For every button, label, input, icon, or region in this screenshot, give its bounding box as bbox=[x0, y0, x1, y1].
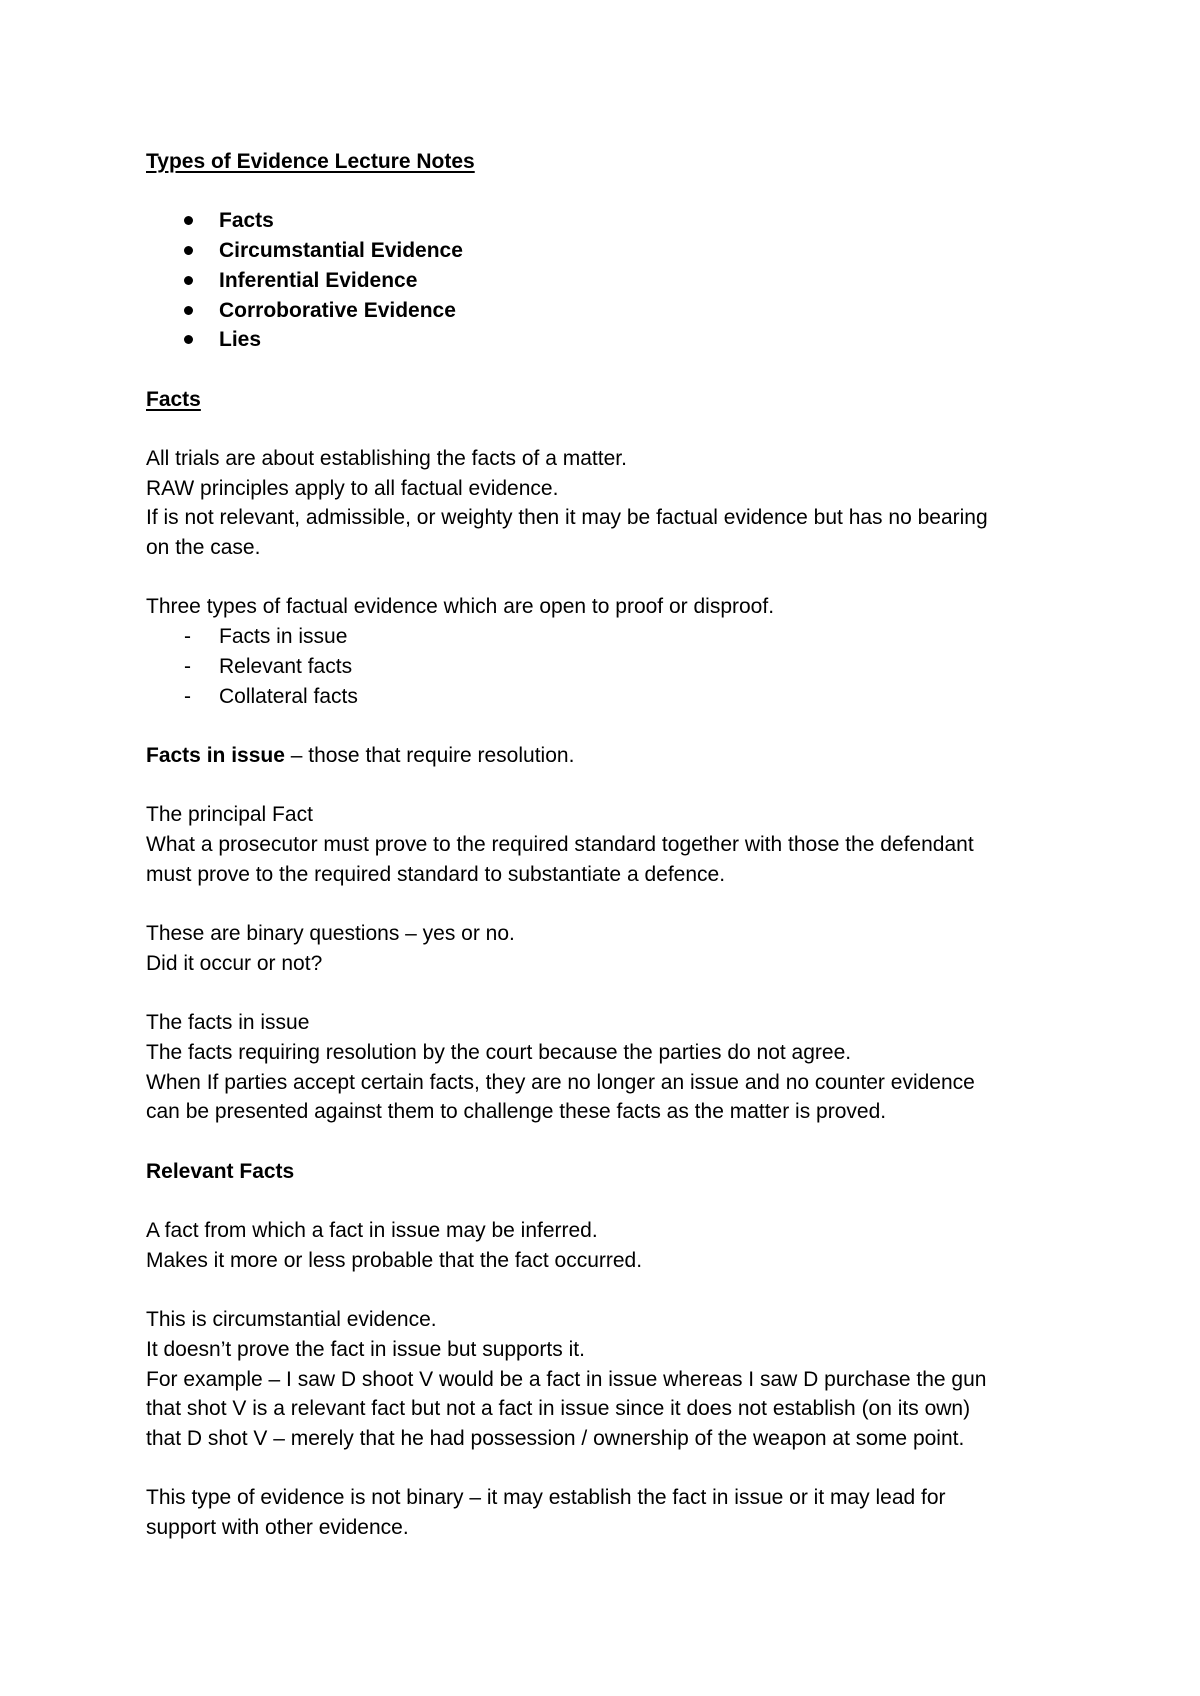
fact-types-list bbox=[146, 622, 1066, 711]
term: Facts in issue bbox=[146, 743, 285, 767]
paragraph-line: What a prosecutor must prove to the required standard together with those the defendant bbox=[146, 833, 974, 857]
paragraph-line: Makes it more or less probable that the fact occurred. bbox=[146, 1248, 643, 1272]
list-item: Circumstantial Evidence bbox=[146, 236, 1066, 266]
list-item: - Collateral facts bbox=[146, 682, 1066, 712]
facts-heading: Facts bbox=[146, 387, 201, 411]
paragraph-line: This is circumstantial evidence. bbox=[146, 1308, 437, 1332]
dash-icon: - bbox=[184, 625, 191, 649]
paragraph-line: can be presented against them to challenge these facts as the matter is proved. bbox=[146, 1100, 887, 1124]
paragraph-line: Did it occur or not? bbox=[146, 951, 323, 975]
paragraph-line: When If parties accept certain facts, they are no longer an issue and no counter evidence bbox=[146, 1070, 975, 1094]
bullet-icon bbox=[184, 216, 193, 225]
paragraph-line: RAW principles apply to all factual evidence. bbox=[146, 476, 559, 500]
paragraph-line: All trials are about establishing the facts of a matter. bbox=[146, 446, 627, 470]
paragraph-line: must prove to the required standard to substantiate a defence. bbox=[146, 862, 726, 886]
list-item: - Facts in issue bbox=[146, 622, 1066, 652]
definition-text: – those that require resolution. bbox=[284, 743, 575, 767]
paragraph-line: Three types of factual evidence which are open to proof or disproof. bbox=[146, 595, 775, 619]
bullet-icon bbox=[184, 306, 193, 315]
bullet-icon bbox=[184, 335, 193, 344]
list-item: Corroborative Evidence bbox=[146, 296, 1066, 326]
relevant-facts-heading: Relevant Facts bbox=[146, 1159, 295, 1183]
bullet-icon bbox=[184, 276, 193, 285]
dash-icon: - bbox=[184, 684, 191, 708]
subheading: The principal Fact bbox=[146, 803, 313, 827]
topics-list bbox=[146, 206, 1066, 355]
paragraph-line: If is not relevant, admissible, or weighty then it may be factual evidence but has no bearing bbox=[146, 506, 988, 530]
list-item: - Relevant facts bbox=[146, 652, 1066, 682]
paragraph-line: For example – I saw D shoot V would be a fact in issue whereas I saw D purchase the gun bbox=[146, 1367, 987, 1391]
list-item: Lies bbox=[146, 325, 1066, 355]
paragraph-line: on the case. bbox=[146, 536, 261, 560]
dash-icon: - bbox=[184, 654, 191, 678]
document-title: Types of Evidence Lecture Notes bbox=[146, 150, 475, 173]
paragraph-line: support with other evidence. bbox=[146, 1516, 409, 1540]
list-item: Inferential Evidence bbox=[146, 266, 1066, 296]
paragraph-line: These are binary questions – yes or no. bbox=[146, 922, 515, 946]
list-item: Facts bbox=[146, 206, 1066, 236]
bullet-icon bbox=[184, 246, 193, 255]
paragraph-line: that shot V is a relevant fact but not a fact in issue since it does not establish (on its own) bbox=[146, 1397, 971, 1421]
facts-in-issue-definition bbox=[146, 741, 1066, 771]
subheading: The facts in issue bbox=[146, 1011, 310, 1035]
paragraph-line: It doesn’t prove the fact in issue but supports it. bbox=[146, 1337, 585, 1361]
document-body bbox=[146, 147, 1066, 1543]
paragraph-line: that D shot V – merely that he had possession / ownership of the weapon at some point. bbox=[146, 1427, 965, 1451]
paragraph-line: This type of evidence is not binary – it may establish the fact in issue or it may lead for bbox=[146, 1486, 946, 1510]
paragraph-line: The facts requiring resolution by the court because the parties do not agree. bbox=[146, 1040, 852, 1064]
paragraph-line: A fact from which a fact in issue may be inferred. bbox=[146, 1219, 598, 1243]
